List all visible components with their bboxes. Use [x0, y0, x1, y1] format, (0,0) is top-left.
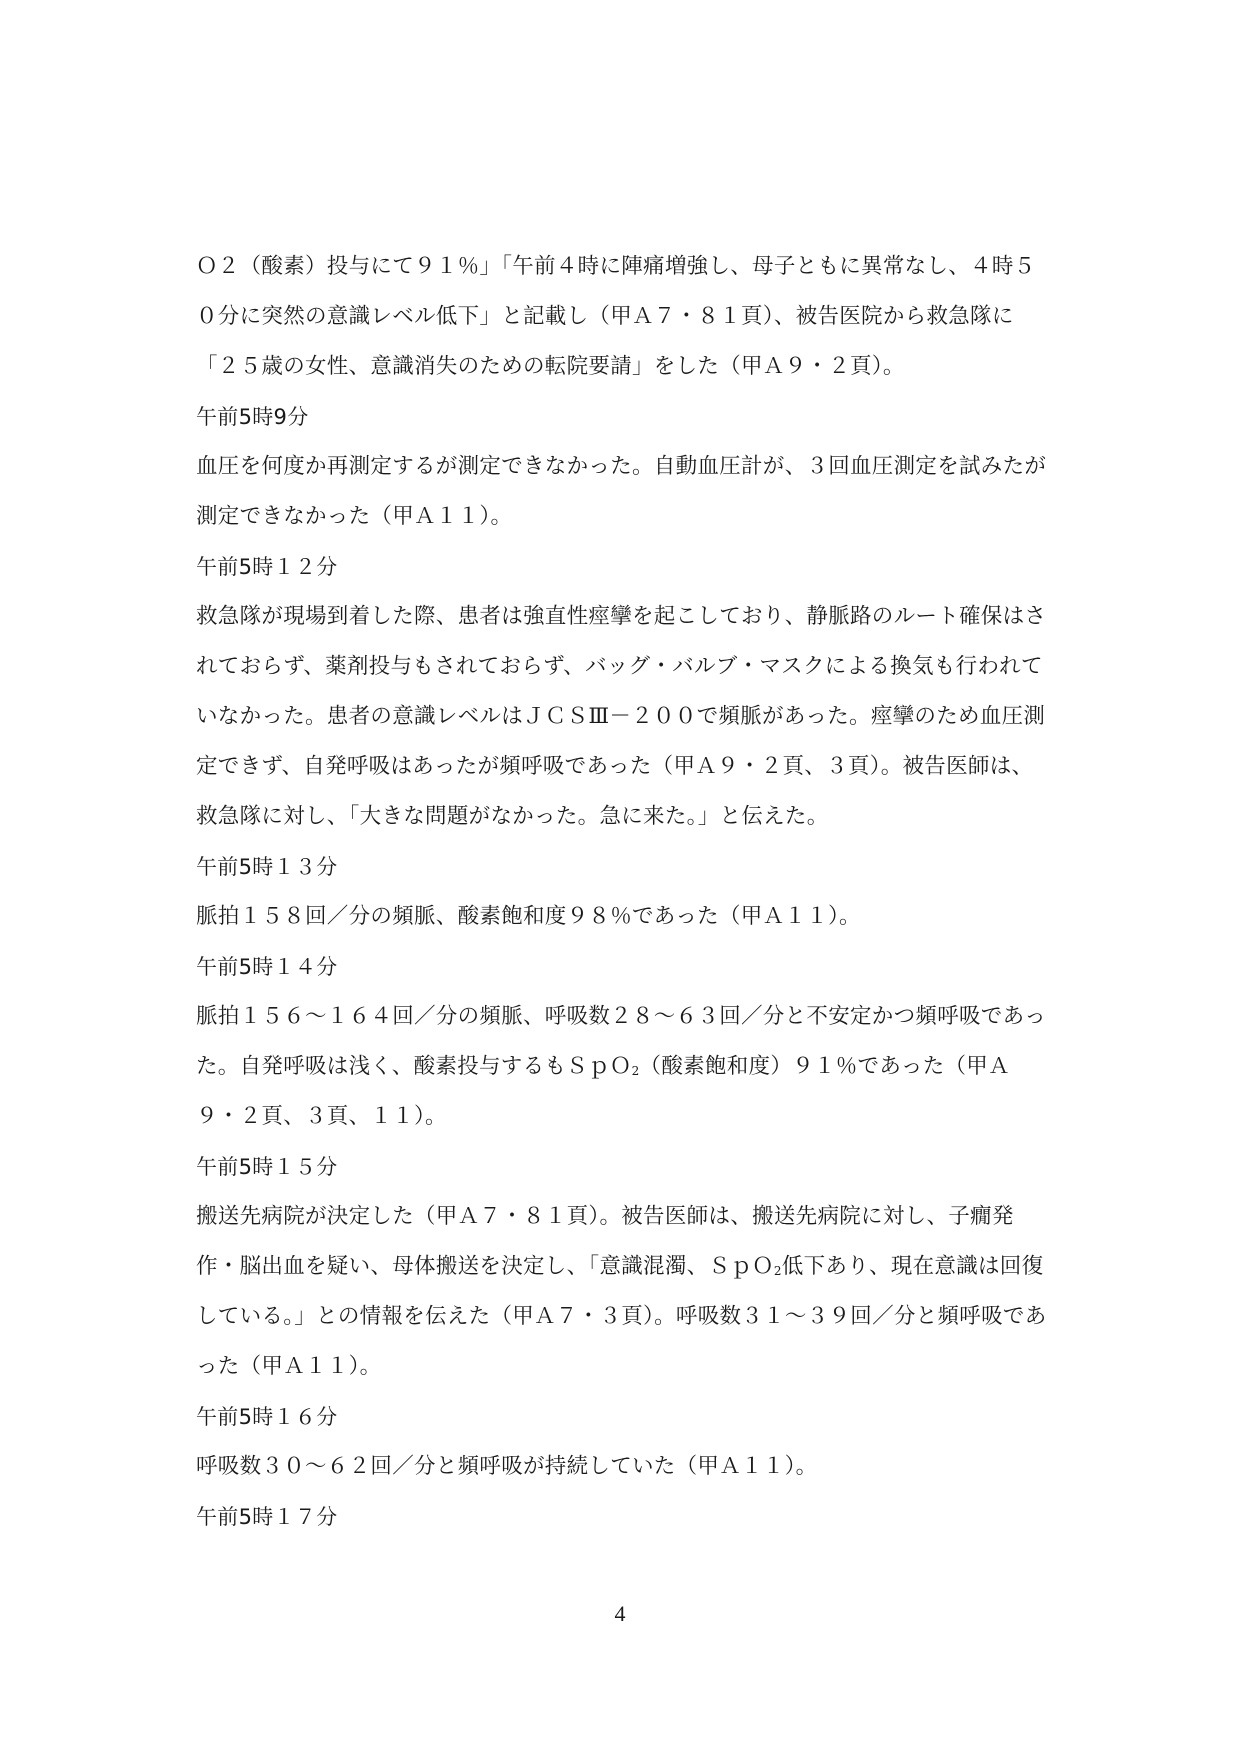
body-line: 測定できなかった（甲Ａ１１）。 [196, 504, 513, 529]
time-heading: 午前5時１５分 [196, 1155, 338, 1179]
time-heading: 午前5時１２分 [196, 555, 338, 579]
body-line: れておらず、薬剤投与もされておらず、バッグ・バルブ・マスクによる換気も行われて [196, 654, 1043, 679]
body-line: 呼吸数３０～６２回／分と頻呼吸が持続していた（甲Ａ１１）。 [196, 1454, 818, 1479]
time-heading: 午前5時１４分 [196, 955, 338, 979]
line-text-before: 作・脳出血を疑い、母体搬送を決定し、「意識混濁、ＳｐＯ [196, 1254, 774, 1279]
body-line [196, 1242, 1096, 1292]
body-line: 「２５歳の女性、意識消失のための転院要請」をした（甲Ａ９・２頁）。 [196, 354, 905, 379]
body-line: ０分に突然の意識レベル低下」と記載し（甲Ａ７・８１頁）、被告医院から救急隊に [196, 304, 1014, 329]
time-heading: 午前5時１３分 [196, 855, 338, 879]
body-line: 救急隊に対し、「大きな問題がなかった。急に来た。」と伝えた。 [196, 804, 829, 829]
time-heading: 午前5時１６分 [196, 1405, 338, 1429]
body-line: 定できず、自発呼吸はあったが頻呼吸であった（甲Ａ９・２頁、３頁）。被告医師は、 [196, 754, 1034, 779]
body-line [196, 1042, 1096, 1092]
body-line: 救急隊が現場到着した際、患者は強直性痙攣を起こしており、静脈路のルート確保はさ [196, 604, 1047, 629]
line-text-after: （酸素飽和度）９１％であった（甲Ａ [639, 1054, 1010, 1079]
body-line: ９・２頁、３頁、１１）。 [196, 1104, 447, 1129]
line-text-after: 低下あり、現在意識は回復 [781, 1254, 1044, 1279]
body-line: 搬送先病院が決定した（甲Ａ７・８１頁）。被告医師は、搬送先病院に対し、子癇発 [196, 1204, 1014, 1229]
body-line: している。」との情報を伝えた（甲Ａ７・３頁）。呼吸数３１～３９回／分と頻呼吸であ [196, 1304, 1047, 1329]
time-heading: 午前5時9分 [196, 405, 309, 429]
document-body [196, 242, 1096, 1542]
page-number: 4 [614, 1601, 626, 1626]
body-line: 脈拍１５８回／分の頻脈、酸素飽和度９８％であった（甲Ａ１１）。 [196, 904, 861, 929]
subscript: 2 [631, 1064, 640, 1078]
body-line: った（甲Ａ１１）。 [196, 1354, 382, 1379]
body-line: 血圧を何度か再測定するが測定できなかった。自動血圧計が、３回血圧測定を試みたが [196, 454, 1047, 479]
subscript: 2 [773, 1264, 782, 1278]
line-text-before: た。自発呼吸は浅く、酸素投与するもＳｐＯ [196, 1054, 632, 1079]
body-line: いなかった。患者の意識レベルはＪＣＳⅢ－２００で頻脈があった。痙攣のため血圧測 [196, 704, 1046, 729]
body-line: Ｏ２（酸素）投与にて９１％」「午前４時に陣痛増強し、母子ともに異常なし、４時５ [196, 254, 1036, 279]
time-heading: 午前5時１７分 [196, 1505, 338, 1529]
body-line: 脈拍１５６～１６４回／分の頻脈、呼吸数２８～６３回／分と不安定かつ頻呼吸であっ [196, 1004, 1046, 1029]
